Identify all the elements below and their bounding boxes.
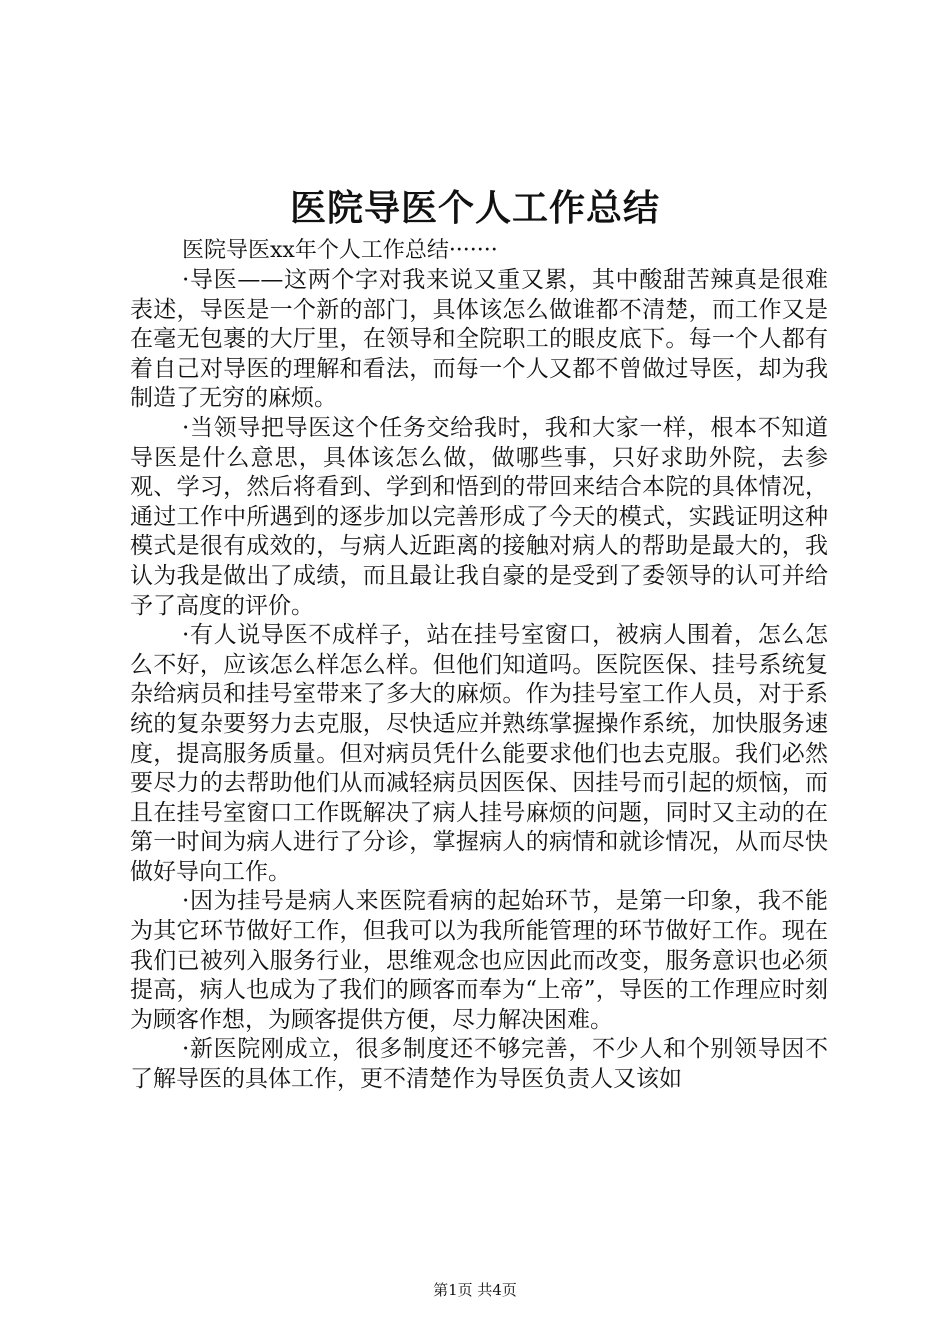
document-body — [130, 266, 828, 1095]
document-subtitle: 医院导医xx年个人工作总结······· — [182, 238, 498, 263]
paragraph-3: ·有人说导医不成样子，站在挂号室窗口，被病人围着，怎么怎么不好，应该怎么样怎么样。但他们知道吗。医院医保、挂号系统复杂给病员和挂号室带来了多大的麻烦。作为挂号室工作人员，对于系统的复杂要努力去克服，尽快适应并熟练掌握操作系统，加快服务速度，提高服务质量。但对病员凭什么能要求他们也去克服。我们必然要尽力的去帮助他们从而减轻病员因医保、因挂号而引起的烦恼，而且在挂号室窗口工作既解决了病人挂号麻烦的问题，同时又主动的在第一时间为病人进行了分诊，掌握病人的病情和就诊情况，从而尽快做好导向工作。 — [130, 622, 828, 885]
paragraph-2: ·当领导把导医这个任务交给我时，我和大家一样，根本不知道导医是什么意思，具体该怎么做，做哪些事，只好求助外院，去参观、学习，然后将看到、学到和悟到的带回来结合本院的具体情况，通过工作中所遇到的逐步加以完善形成了今天的模式，实践证明这种模式是很有成效的，与病人近距离的接触对病人的帮助是最大的，我认为我是做出了成绩，而且最让我自豪的是受到了委领导的认可并给予了高度的评价。 — [130, 414, 828, 619]
paragraph-1: ·导医——这两个字对我来说又重又累，其中酸甜苦辣真是很难表述，导医是一个新的部门，具体该怎么做谁都不清楚，而工作又是在毫无包裹的大厅里，在领导和全院职工的眼皮底下。每一个人都有着自己对导医的理解和看法，而每一个人又都不曾做过导医，却为我制造了无穷的麻烦。 — [130, 267, 828, 412]
paragraph-4: ·因为挂号是病人来医院看病的起始环节，是第一印象，我不能为其它环节做好工作，但我可以为我所能管理的环节做好工作。现在我们已被列入服务行业，思维观念也应因此而改变，服务意识也必须提高，病人也成为了我们的顾客而奉为“上帝”，导医的工作理应时刻为顾客作想，为顾客提供方便，尽力解决困难。 — [130, 888, 828, 1033]
paragraph-5: ·新医院刚成立，很多制度还不够完善，不少人和个别领导因不了解导医的具体工作，更不清楚作为导医负责人又该如 — [130, 1036, 828, 1093]
page-number-footer: 第1页 共4页 — [433, 1281, 517, 1299]
document-title: 医院导医个人工作总结 — [289, 187, 660, 229]
